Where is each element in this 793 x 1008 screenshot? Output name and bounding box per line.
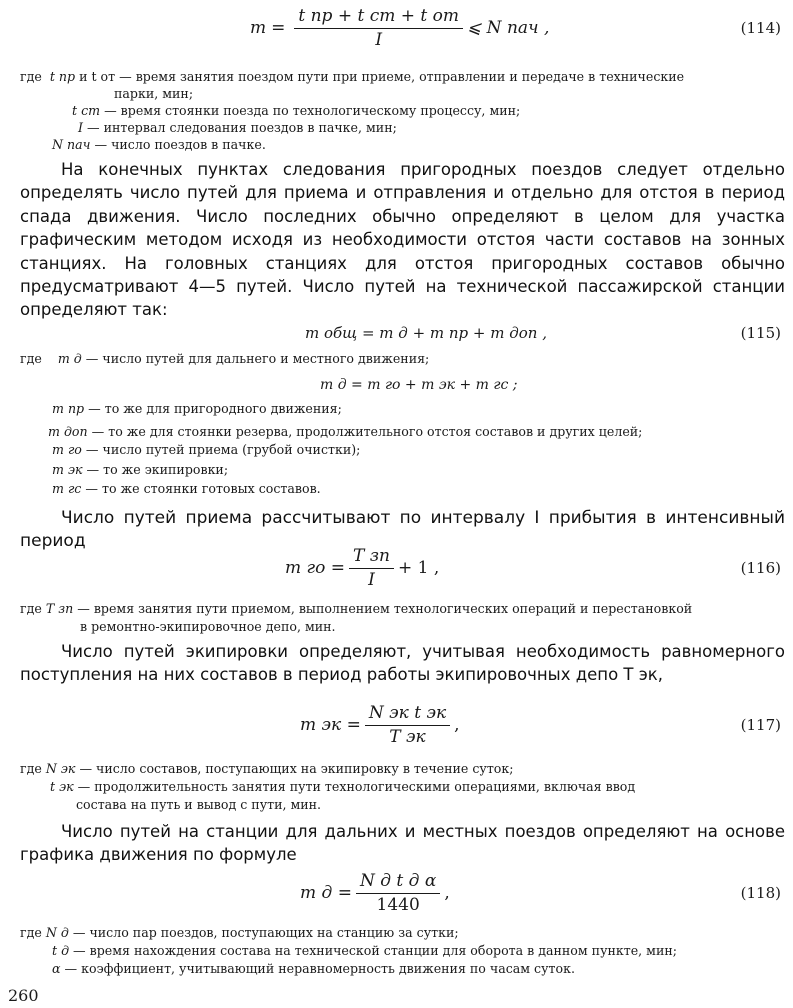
equation-116: [0, 544, 793, 592]
definition-row: m пр — то же для пригородного движения;: [52, 401, 342, 416]
fraction: [294, 7, 463, 50]
definition-row: парки, мин;: [114, 86, 194, 101]
definition-row: где t пр и t от — время занятия поездом пути при приеме, отправлении и передаче в технические: [20, 69, 685, 84]
equation-tail: + 1 ,: [397, 558, 440, 578]
equation-lhs: m д =: [300, 883, 352, 903]
equation-115b: [0, 372, 793, 398]
definition-row: t ст — время стоянки поезда по технологическому процессу, мин;: [72, 103, 521, 118]
equation-body: m общ = m д + m пр + m доп ,: [305, 324, 547, 342]
definition-row: α — коэффициент, учитывающий неравномерность движения по часам суток.: [52, 961, 575, 976]
equation-lhs: m эк =: [300, 715, 361, 735]
fraction: [356, 872, 440, 915]
definition-row: где N д — число пар поездов, поступающих на станцию за сутки;: [20, 925, 459, 940]
equation-115: [0, 318, 793, 348]
paragraph: Число путей приема рассчитывают по интервалу I прибытия в интенсивный период: [20, 508, 785, 552]
equation-body: m д = m го + m эк + m гс ;: [320, 377, 518, 393]
equation-number: (118): [740, 884, 781, 902]
definition-row: m го — число путей приема (грубой очистки);: [52, 442, 361, 457]
equation-117: [0, 700, 793, 750]
paragraph: На конечных пунктах следования пригородных поездов следует отдельно определять число путей для приема и отправления и отдельно для отстоя в период спада движения. Число последних обычно определяют в целом для участка графическим методом исходя из необходимости отстоя части составов на зонных станциях. На головных станциях для отстоя пригородных составов обычно предусматривают 4—5 путей. Число путей на технической пассажирской станции определяют так:: [20, 160, 785, 320]
definition-row: в ремонтно-экипировочное депо, мин.: [80, 619, 336, 634]
fraction-denominator: I: [368, 569, 375, 590]
equation-number: (115): [740, 324, 781, 342]
fraction-denominator: T эк: [389, 726, 426, 747]
page-number: 260: [8, 986, 39, 1005]
definition-row: состава на путь и вывод с пути, мин.: [76, 797, 322, 812]
definition-row: I — интервал следования поездов в пачке, мин;: [78, 120, 397, 135]
definition-row: m гс — то же стоянки готовых составов.: [52, 481, 321, 496]
fraction-denominator: I: [375, 29, 383, 50]
fraction-numerator: t пр + t ст + t от: [294, 7, 463, 29]
equation-lhs: m: [250, 18, 267, 38]
definition-row: N пач — число поездов в пачке.: [52, 137, 266, 152]
fraction: [349, 547, 394, 590]
definition-row: m эк — то же экипировки;: [52, 462, 229, 477]
definition-row: где N эк — число составов, поступающих на экипировку в течение суток;: [20, 761, 514, 776]
paragraph: Число путей на станции для дальних и местных поездов определяют на основе графика движения по формуле: [20, 822, 785, 865]
definition-row: t эк — продолжительность занятия пути технологическими операциями, включая ввод: [50, 779, 636, 794]
paragraph: Число путей экипировки определяют, учитывая необходимость равномерного поступления на них составов в период работы экипировочных депо T эк,: [20, 642, 785, 685]
equation-tail: ,: [454, 715, 460, 735]
fraction-denominator: 1440: [376, 894, 420, 915]
equation-relation: ⩽ N пач ,: [467, 18, 550, 38]
definition-row: t д — время нахождения состава на технической станции для оборота в данном пункте, мин;: [52, 943, 678, 958]
equation-number: (116): [740, 559, 781, 577]
fraction-numerator: N д t д α: [356, 872, 440, 894]
definition-row: где T зп — время занятия пути приемом, выполнением технологических операций и перестановкой: [20, 601, 693, 616]
definition-row: m доп — то же для стоянки резерва, продолжительного отстоя составов и других целей;: [48, 424, 643, 439]
equation-number: (114): [740, 19, 781, 37]
equation-tail: ,: [444, 883, 450, 903]
definition-row: где m д — число путей для дальнего и местного движения;: [20, 351, 430, 366]
fraction-numerator: N эк t эк: [365, 704, 450, 726]
equation-number: (117): [740, 716, 781, 734]
equation-118: [0, 868, 793, 918]
equation-lhs: m го =: [285, 558, 345, 578]
fraction: [365, 704, 450, 747]
equation-114: m = $\frac{\text{t пр + t ст + t от}}{I}$ ⩽ N пач , (114): [250, 5, 781, 50]
fraction-numerator: T зп: [349, 547, 394, 569]
